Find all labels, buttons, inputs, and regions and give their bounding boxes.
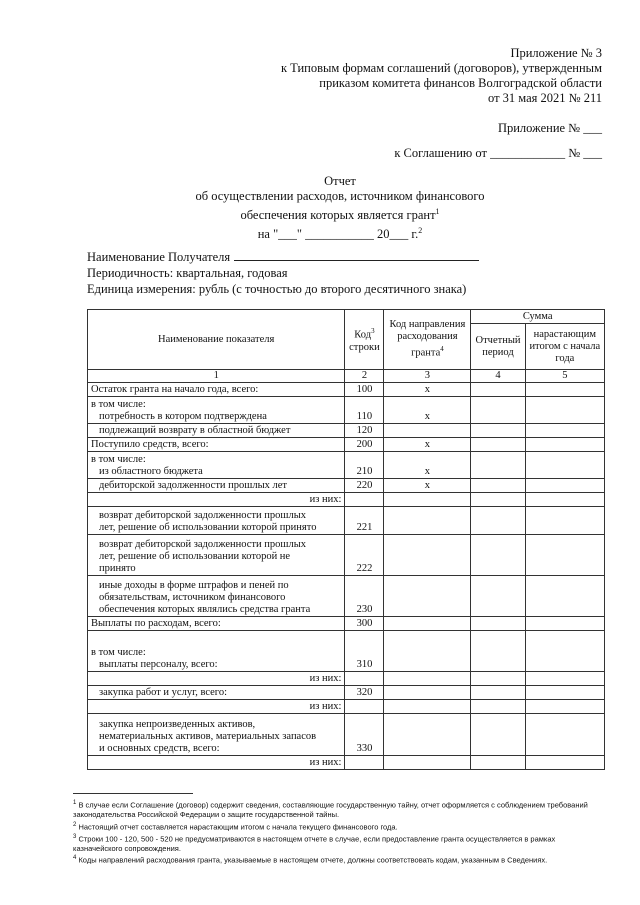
row-cumulative-value[interactable] (525, 756, 604, 770)
row-line-code: 320 (345, 686, 384, 700)
row-line-code: 230 (345, 576, 384, 617)
header-line-code: Код$^3$ строки (345, 310, 384, 370)
footnote-1: $^1$ В случае если Соглашение (договор) содержит сведения, составляющие государственную тайну, отчет оформляется с соблюдением требований законодательства Российской Федерации о защите государственной тайны. (73, 800, 588, 819)
row-direction-code (384, 686, 471, 700)
footnote-divider (73, 793, 193, 794)
row-text-line: в том числе: (91, 399, 146, 410)
table-row (88, 535, 605, 576)
agreement-reference: к Соглашению от ____________ № ___ (394, 146, 602, 160)
row-indicator-name (88, 535, 345, 576)
row-line-code (345, 672, 384, 686)
table-row (88, 438, 605, 452)
row-reporting-period-value[interactable] (471, 397, 525, 424)
header-reporting-period: Отчетный период (471, 324, 525, 370)
table-row (88, 576, 605, 617)
table-row (88, 397, 605, 424)
row-reporting-period-value[interactable] (471, 383, 525, 397)
footnotes (73, 799, 603, 866)
row-reporting-period-value[interactable] (471, 756, 525, 770)
report-table (87, 309, 605, 770)
title-date-line: на "___" ___________ 20___ г.$^2$ (257, 226, 423, 242)
row-text-line: и основных средств, всего: (99, 743, 220, 754)
row-reporting-period-value[interactable] (471, 479, 525, 493)
row-indicator-name (88, 714, 345, 756)
header-line-3: приказом комитета финансов Волгоградской области (319, 76, 602, 90)
row-text-line: в том числе: (91, 647, 146, 658)
row-reporting-period-value[interactable] (471, 424, 525, 438)
row-reporting-period-value[interactable] (471, 452, 525, 479)
row-cumulative-value[interactable] (525, 397, 604, 424)
row-cumulative-value[interactable] (525, 507, 604, 535)
row-text-line: потребность в котором подтверждена (99, 411, 267, 422)
row-indicator-name (88, 576, 345, 617)
footnote-3: $^3$ Строки 100 - 120, 500 - 520 не предусматриваются в настоящем отчете в случае, если предоставление гранта осуществляется в рамках казначейского сопровождения. (73, 833, 556, 853)
recipient-line: Наименование Получателя (87, 249, 607, 265)
row-text-line: из них: (309, 673, 342, 684)
row-cumulative-value[interactable] (525, 383, 604, 397)
table-row (88, 383, 605, 397)
row-direction-code (384, 756, 471, 770)
footnote-2: $^2$ Настоящий отчет составляется нарастающим итогом с начала текущего финансового года. (73, 821, 398, 831)
periodicity: Периодичность: квартальная, годовая (87, 266, 288, 280)
table-row (88, 756, 605, 770)
table-row (88, 479, 605, 493)
row-cumulative-value[interactable] (525, 576, 604, 617)
table-row (88, 686, 605, 700)
row-cumulative-value[interactable] (525, 452, 604, 479)
row-cumulative-value[interactable] (525, 493, 604, 507)
row-text-line: закупка непроизведенных активов, (99, 719, 256, 730)
row-direction-code (384, 672, 471, 686)
row-indicator-name (88, 493, 345, 507)
row-text-line: обеспечения которых являлись средства гранта (99, 604, 311, 615)
row-line-code (345, 493, 384, 507)
row-indicator-name (88, 686, 345, 700)
row-text-line: Остаток гранта на начало года, всего: (91, 384, 259, 395)
header-line-2: к Типовым формам соглашений (договоров), утвержденным (280, 61, 602, 75)
row-reporting-period-value[interactable] (471, 686, 525, 700)
row-text-line: Выплаты по расходам, всего: (91, 618, 221, 629)
row-line-code: 120 (345, 424, 384, 438)
row-indicator-name (88, 507, 345, 535)
row-cumulative-value[interactable] (525, 686, 604, 700)
row-text-line: в том числе: (91, 454, 146, 465)
report-title (120, 174, 560, 242)
row-text-line: из областного бюджета (99, 466, 203, 477)
row-text-line: иные доходы в форме штрафов и пеней по (99, 580, 289, 591)
title-line-2: об осуществлении расходов, источником финансового (195, 189, 485, 203)
row-cumulative-value[interactable] (525, 631, 604, 672)
row-indicator-name (88, 452, 345, 479)
row-text-line: из них: (309, 757, 342, 768)
row-line-code: 222 (345, 535, 384, 576)
row-reporting-period-value[interactable] (471, 535, 525, 576)
row-direction-code (384, 424, 471, 438)
report-meta (87, 249, 607, 297)
col-number-5: 5 (525, 370, 604, 383)
table-row (88, 493, 605, 507)
row-line-code: 220 (345, 479, 384, 493)
unit-of-measure: Единица измерения: рубль (с точностью до второго десятичного знака) (87, 282, 467, 296)
row-line-code: 200 (345, 438, 384, 452)
row-reporting-period-value[interactable] (471, 507, 525, 535)
row-text-line: Поступило средств, всего: (91, 439, 209, 450)
table-row (88, 617, 605, 631)
row-cumulative-value[interactable] (525, 535, 604, 576)
row-direction-code (384, 631, 471, 672)
footnote-4: $^4$ Коды направлений расходования гранта, указываемые в настоящем отчете, должны соответствовать кодам, указанным в Сведениях. (73, 855, 548, 865)
row-indicator-name (88, 631, 345, 672)
col-number-1: 1 (88, 370, 345, 383)
col-number-2: 2 (345, 370, 384, 383)
row-line-code: 330 (345, 714, 384, 756)
row-indicator-name (88, 424, 345, 438)
row-reporting-period-value[interactable] (471, 617, 525, 631)
row-reporting-period-value[interactable] (471, 700, 525, 714)
row-cumulative-value[interactable] (525, 714, 604, 756)
row-cumulative-value[interactable] (525, 700, 604, 714)
col-number-3: 3 (384, 370, 471, 383)
row-reporting-period-value[interactable] (471, 631, 525, 672)
header-cumulative: нарастающим итогом с начала года (525, 324, 604, 370)
row-text-line: принято (99, 563, 136, 574)
row-indicator-name (88, 700, 345, 714)
row-reporting-period-value[interactable] (471, 576, 525, 617)
col-number-4: 4 (471, 370, 525, 383)
row-direction-code: x (384, 397, 471, 424)
row-text-line: возврат дебиторской задолженности прошлых (99, 539, 307, 550)
row-text-line: лет, решение об использовании которой не (99, 551, 291, 562)
header-line-4: от 31 мая 2021 № 211 (487, 91, 602, 105)
table-row (88, 424, 605, 438)
row-reporting-period-value[interactable] (471, 714, 525, 756)
row-direction-code (384, 535, 471, 576)
row-cumulative-value[interactable] (525, 424, 604, 438)
row-direction-code (384, 714, 471, 756)
row-text-line: из них: (309, 701, 342, 712)
title-line-1: Отчет (324, 174, 356, 188)
row-direction-code (384, 617, 471, 631)
row-direction-code: x (384, 438, 471, 452)
row-text-line: выплаты персоналу, всего: (99, 659, 218, 670)
row-direction-code (384, 576, 471, 617)
row-line-code (345, 700, 384, 714)
row-indicator-name (88, 383, 345, 397)
row-line-code: 221 (345, 507, 384, 535)
row-cumulative-value[interactable] (525, 617, 604, 631)
recipient-blank (234, 249, 479, 261)
table-row (88, 672, 605, 686)
table-row (88, 700, 605, 714)
row-text-line: обязательствам, источником финансового (99, 592, 286, 603)
row-cumulative-value[interactable] (525, 479, 604, 493)
table-row (88, 631, 605, 672)
header-line-1: Приложение № 3 (510, 46, 602, 60)
row-text-line: подлежащий возврату в областной бюджет (99, 425, 291, 436)
row-direction-code (384, 493, 471, 507)
row-direction-code: x (384, 452, 471, 479)
row-direction-code (384, 700, 471, 714)
row-line-code: 310 (345, 631, 384, 672)
row-text-line: дебиторской задолженности прошлых лет (99, 480, 288, 491)
row-line-code (345, 756, 384, 770)
table-row (88, 452, 605, 479)
row-reporting-period-value[interactable] (471, 493, 525, 507)
row-indicator-name (88, 672, 345, 686)
row-direction-code (384, 507, 471, 535)
row-line-code: 300 (345, 617, 384, 631)
approval-header (281, 46, 602, 106)
row-direction-code: x (384, 479, 471, 493)
table-row (88, 714, 605, 756)
row-text-line: лет, решение об использовании которой принято (99, 522, 317, 533)
row-indicator-name (88, 756, 345, 770)
row-indicator-name (88, 617, 345, 631)
appendix-number: Приложение № ___ (497, 121, 602, 135)
row-line-code: 110 (345, 397, 384, 424)
row-reporting-period-value[interactable] (471, 438, 525, 452)
row-indicator-name (88, 438, 345, 452)
row-indicator-name (88, 479, 345, 493)
table-row (88, 507, 605, 535)
row-text-line: нематериальных активов, материальных запасов (99, 731, 317, 742)
row-direction-code: x (384, 383, 471, 397)
row-cumulative-value[interactable] (525, 672, 604, 686)
title-line-3: обеспечения которых является грант$^1$ (240, 207, 440, 223)
row-text-line: из них: (309, 494, 342, 505)
row-text-line: возврат дебиторской задолженности прошлых (99, 510, 307, 521)
appendix-reference (394, 121, 602, 161)
header-direction-code: Код направления расходования гранта$^4$ (384, 310, 471, 370)
row-indicator-name (88, 397, 345, 424)
row-text-line: закупка работ и услуг, всего: (99, 687, 228, 698)
header-indicator-name: Наименование показателя (88, 310, 345, 370)
header-sum: Сумма (471, 310, 605, 324)
row-cumulative-value[interactable] (525, 438, 604, 452)
row-line-code: 100 (345, 383, 384, 397)
row-reporting-period-value[interactable] (471, 672, 525, 686)
row-line-code: 210 (345, 452, 384, 479)
